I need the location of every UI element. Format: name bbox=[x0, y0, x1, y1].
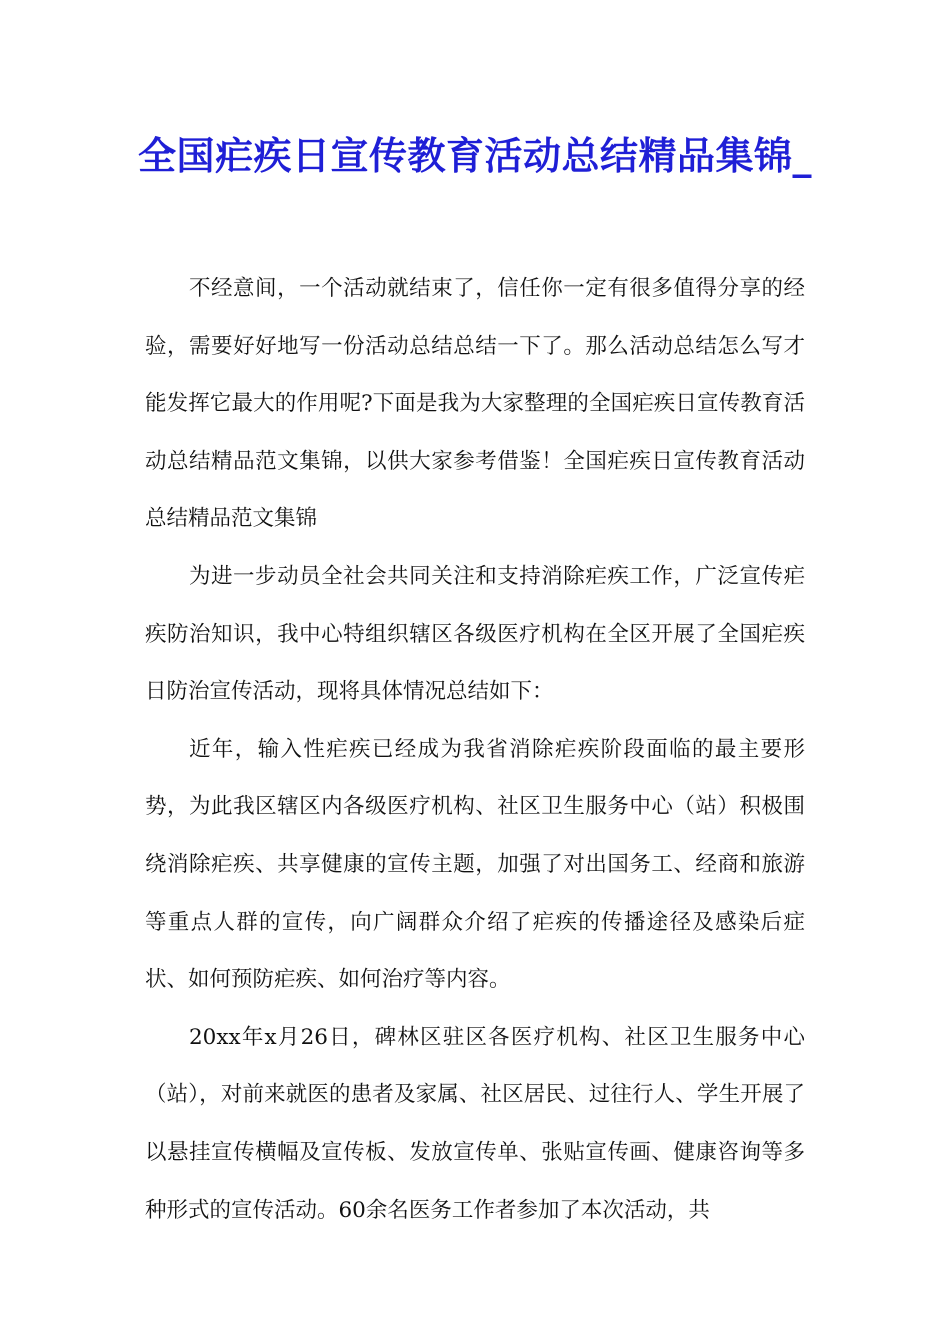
paragraph-purpose: 为进一步动员全社会共同关注和支持消除疟疾工作，广泛宣传疟疾防治知识，我中心特组织辖区各级医疗机构在全区开展了全国疟疾日防治宣传活动，现将具体情况总结如下： bbox=[145, 563, 805, 705]
document-body bbox=[145, 260, 805, 1239]
paragraph-intro: 不经意间，一个活动就结束了，信任你一定有很多值得分享的经验，需要好好地写一份活动总结总结一下了。那么活动总结怎么写才能发挥它最大的作用呢?下面是我为大家整理的全国疟疾日宣传教育活动总结精品范文集锦，以供大家参考借鉴！全国疟疾日宣传教育活动总结精品范文集锦 bbox=[145, 276, 805, 532]
paragraph-background: 近年，输入性疟疾已经成为我省消除疟疾阶段面临的最主要形势，为此我区辖区内各级医疗机构、社区卫生服务中心（站）积极围绕消除疟疾、共享健康的宣传主题，加强了对出国务工、经商和旅游等重点人群的宣传，向广阔群众介绍了疟疾的传播途径及感染后症状、如何预防疟疾、如何治疗等内容。 bbox=[145, 736, 805, 993]
paragraph-activity: 20xx年x月26日，碑林区驻区各医疗机构、社区卫生服务中心（站），对前来就医的患者及家属、社区居民、过往行人、学生开展了以悬挂宣传横幅及宣传板、发放宣传单、张贴宣传画、健康咨询等多种形式的宣传活动。60余名医务工作者参加了本次活动，共 bbox=[145, 1024, 805, 1223]
document-title: 全国疟疾日宣传教育活动总结精品集锦_ bbox=[137, 133, 812, 178]
